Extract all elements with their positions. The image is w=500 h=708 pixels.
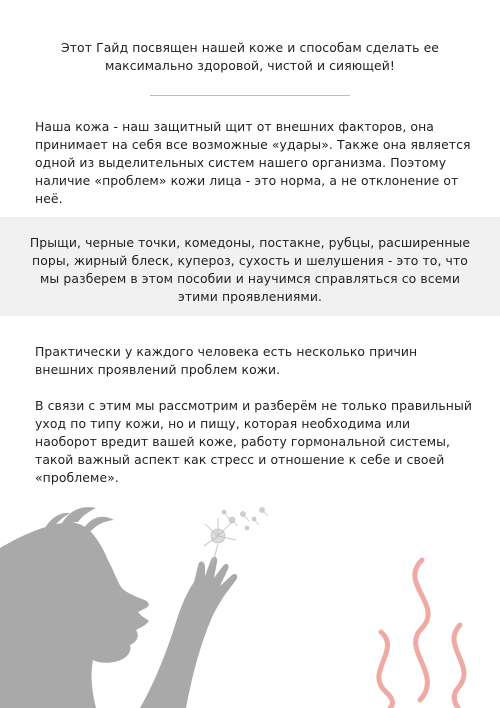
decorative-waves-icon	[379, 560, 464, 708]
causes-paragraph: Практически у каждого человека есть несколько причин внешних проявлений проблем кожи.	[35, 344, 418, 377]
floating-seeds-icon	[222, 508, 268, 531]
guide-scope-paragraph: В связи с этим мы рассмотрим и разберём не только правильный уход по типу кожи, но и пищу, которая необходима или наоборот вредит вашей коже, работу гормональной системы, такой важный аспект как стресс и отношение к себе и своей «проблеме».	[35, 398, 473, 485]
skin-problems-list: Прыщи, черные точки, комедоны, постакне, рубцы, расширенные поры, жирный блеск, купероз, сухость и шелушения - это то, что мы разберем в этом пособии и научимся справляться со всеми этими проявлениями.	[29, 235, 471, 304]
dandelion-icon	[204, 518, 236, 566]
skin-shield-paragraph: Наша кожа - наш защитный щит от внешних факторов, она принимает на себя все возможные «удары». Также она является одной из выделительных систем нашего организма. Поэтому наличие «проблем» кожи лица - это норма, а не отклонение от неё.	[35, 119, 471, 206]
woman-silhouette-icon	[0, 507, 237, 708]
intro-text: Этот Гайд посвящен нашей коже и способам сделать ее максимально здоровой, чистой и сияющей!	[60, 40, 440, 73]
